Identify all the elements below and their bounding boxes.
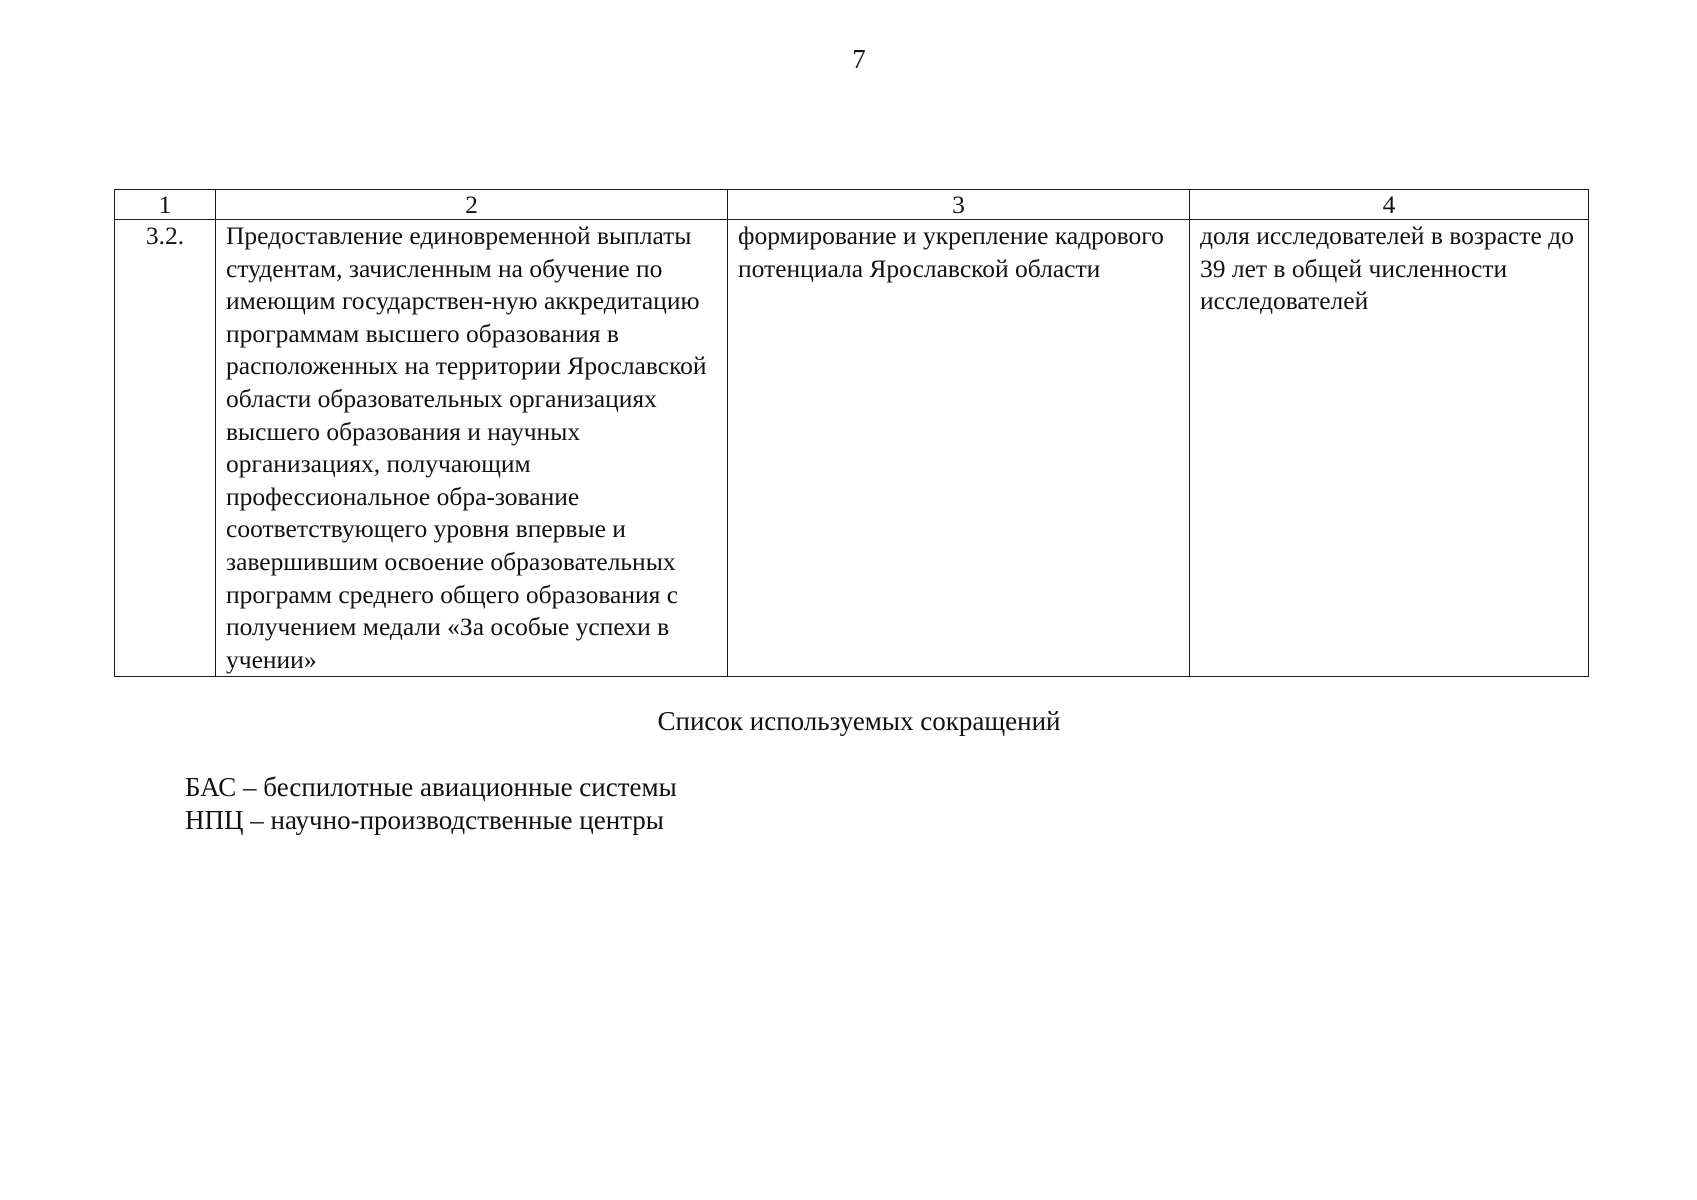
column-number-2: 2: [216, 190, 728, 220]
column-number-1: 1: [115, 190, 216, 220]
measure-goal: формирование и укрепление кадрового потенциала Ярославской области: [728, 220, 1190, 677]
table-row: [115, 220, 1589, 677]
abbreviation-item: НПЦ – научно-производственные центры: [185, 805, 664, 835]
page-number: 7: [852, 44, 866, 74]
abbreviations-title: Список используемых сокращений: [657, 706, 1061, 736]
column-number-3: 3: [728, 190, 1190, 220]
measure-description: Предоставление единовременной выплаты студентам, зачисленным на обучение по имеющим государствен-ную аккредитацию программам высшего образования в расположенных на территории Ярославской области образовательных организациях высшего образования и научных организациях, получающим профессиональное обра-зование соответствующего уровня впервые и завершившим освоение образовательных программ среднего общего образования с получением медали «За особые успехи в учении»: [216, 220, 728, 677]
row-number: 3.2.: [115, 220, 216, 677]
abbreviations-list: [185, 771, 677, 837]
measure-indicator: доля исследователей в возрасте до 39 лет в общей численности исследователей: [1190, 220, 1589, 677]
column-number-4: 4: [1190, 190, 1589, 220]
table-header-row: [115, 190, 1589, 220]
measures-table: [114, 189, 1589, 677]
abbreviation-item: БАС – беспилотные авиационные системы: [185, 772, 677, 802]
